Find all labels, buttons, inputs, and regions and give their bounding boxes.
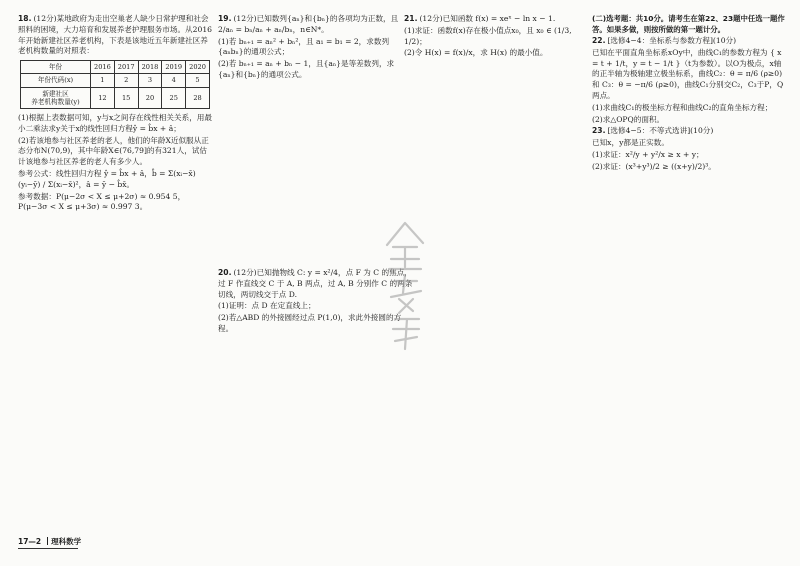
table-cell: 1 [91,74,115,87]
sub-question: (2)求△OPQ的面积。 [592,114,665,124]
table-cell: 2018 [138,61,162,74]
table-cell: 25 [162,87,186,108]
question-number: 19. [218,14,232,23]
question-number: 21. [404,14,418,23]
brush-watermark [365,215,445,355]
table-cell: 28 [186,87,210,108]
question-stem: 已知x，y都是正实数。 [592,138,669,148]
question-number: 20. [218,268,232,277]
question-number: 22. [592,36,606,46]
table-cell: 20 [138,87,162,108]
table-cell: 2020 [186,61,210,74]
question-stem: (12分)已知抛物线 C: y = x²/4，点 F 为 C 的焦点，过 F 作直线交 C 于 A, B 两点，过 A, B 分别作 C 的两条切线，两切线交于点 D. [218,268,413,299]
footer-divider [47,537,48,545]
table-row [21,87,210,108]
sub-question: (1)求证：x²/y + y²/x ≥ x + y； [592,149,704,159]
sub-question: (1)若 bₙ₊₁ = aₙ² + bₙ²，且 a₁ = b₁ = 2，求数列{aₙbₙ}的通项公式； [218,36,390,57]
question-stem: (12分)已知数列{aₙ}和{bₙ}的各项均为正数，且 2/aₙ = bₙ/aₙ + aₙ/bₙ，n∈N*。 [218,14,399,34]
reference-formula: 参考公式：线性回归方程 ŷ = b̂x + â，b̂ = Σ(xᵢ−x̄)(yᵢ−ȳ) / Σ(xᵢ−x̄)²，â = ȳ − b̂x̄。 [18,168,196,189]
sub-question: (2)若 bₙ₊₁ = aₙ + bₙ − 1，且{aₙ}是等差数列，求{aₙ}和{bₙ}的通项公式。 [218,59,395,79]
sub-question: (2)若△ABD 的外接圆经过点 P(1,0)，求此外接圆的方程。 [218,313,402,333]
table-cell: 12 [91,87,115,108]
table-cell: 2017 [114,61,138,74]
question-number: 18. [18,14,32,23]
cell-text: 养老机构数量(y) [31,97,80,106]
page-number: 17—2 [18,537,42,546]
question-stem: (12分)已知函数 f(x) = xeˣ − ln x − 1. [419,14,556,23]
page-footer [18,537,81,548]
question-title: [选修4−4：坐标系与参数方程](10分) [607,36,737,46]
question-18 [18,14,213,214]
sub-question: (2)令 H(x) = f(x)/x，求 H(x) 的最小值。 [404,48,548,58]
table-cell [21,87,91,108]
sub-question: (2)若该地参与社区养老的老人，他们的年龄X近似服从正态分布N(70,9)，其中年龄X∈(76,79]的有321人，试估计该地参与社区养老的老人有多少人。 [18,135,209,167]
sub-question: (1)证明：点 D 在定直线上； [218,301,316,311]
sub-question: (2)求证：(x³+y³)/2 ≥ ((x+y)/2)³。 [592,161,716,171]
question-number: 23. [592,126,606,136]
question-21 [404,14,584,60]
question-title: [选修4−5：不等式选讲](10分) [607,126,714,136]
table-row [21,74,210,87]
table-cell: 2 [114,74,138,87]
section-header: (二)选考题：共10分。请考生在第22、23题中任选一题作答。如果多做，则按所做的第一题计分。 [592,14,785,34]
table-cell: 15 [114,87,138,108]
table-row [21,61,210,74]
sub-question: (1)求曲线C₁的极坐标方程和曲线C₂的直角坐标方程； [592,102,773,112]
optional-section [592,14,787,173]
table-cell: 2019 [162,61,186,74]
subject-label: 理科数学 [51,537,82,546]
question-stem: (12分)某地政府为走出空巢老人缺少日常护理和社会照料的困境，大力培育和发展养老护理服务市场。从2016年开始新建社区养老机构，下表是该地近五年新建社区养老机构数量的对照表： [18,14,212,56]
table-cell: 3 [138,74,162,87]
table-cell: 年份 [21,61,91,74]
sub-question: (1)根据上表数据可知，y与x之间存在线性相关关系，用最小二乘法求y关于x的线性回归方程ŷ = b̂x + â； [18,113,212,133]
table-cell: 5 [186,74,210,87]
cell-text: 新建社区 [42,89,69,98]
table-cell: 4 [162,74,186,87]
table-cell: 年份代码(x) [21,74,91,87]
reference-data: 参考数据：P(μ−2σ < X ≤ μ+2σ) ≈ 0.954 5，P(μ−3σ < X ≤ μ+3σ) ≈ 0.997 3。 [18,191,186,212]
data-table [20,60,210,109]
question-19 [218,14,408,82]
table-cell: 2016 [91,61,115,74]
sub-question: (1)求证：函数f(x)存在极小值点x₀，且 x₀ ∈ (1/3, 1/2)； [404,25,572,46]
footer-rule [18,548,78,549]
question-stem: 已知在平面直角坐标系xOy中，曲线C₁的参数方程为 { x = t + 1/t，y = t − 1/t }（t为参数）。以O为极点，x轴的正半轴为极轴建立极坐标系，曲线C₂：θ = π/6 (ρ≥0) 和 C₃：θ = −π/6 (ρ≥0)，曲线C₁分别交C₂，C₃于P，Q两点。 [592,47,784,100]
